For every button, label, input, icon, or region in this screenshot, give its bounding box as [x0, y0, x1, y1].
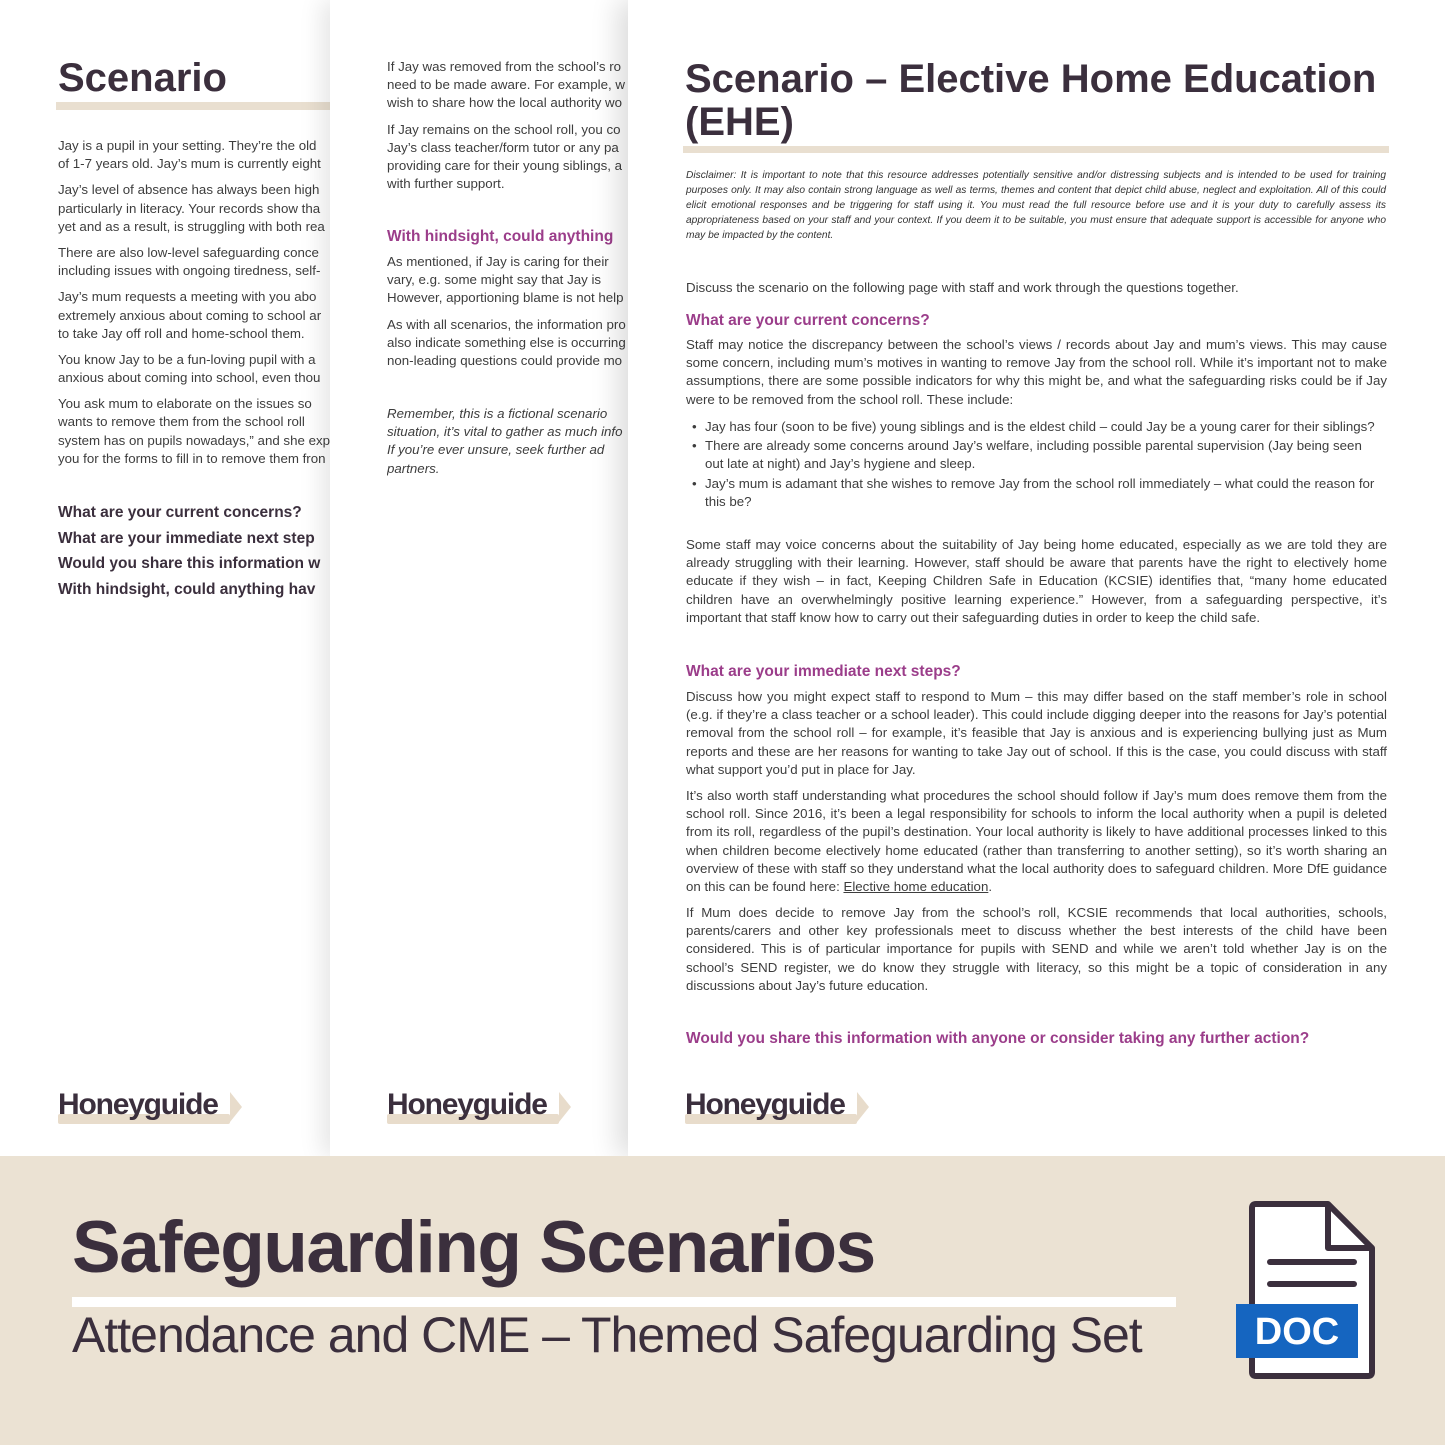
honeyguide-logo	[685, 1086, 875, 1128]
text-line: Jay’s mum requests a meeting with you abo	[58, 289, 317, 305]
logo-text: Honeyguide	[387, 1088, 547, 1121]
text-line: non-leading questions could provide mo	[387, 352, 623, 368]
elective-home-education-link[interactable]: Elective home education	[843, 879, 989, 895]
title-underline	[683, 146, 1389, 153]
concerns-list	[690, 418, 1390, 512]
concerns-paragraph-2: Some staff may voice concerns about the suitability of Jay being home educated, especially as we are told they are already struggling with their learning. However, staff should be aware that parents have the right to electively home educate if they wish – in fact, Keeping Children Safe in Education (KCSIE) identifies that, “many home educated children have an overwhelmingly positive learning experience.” However, from a safeguarding perspective, it’s important that staff know how to carry out their safeguarding duties in order to keep the child safe.	[686, 537, 1387, 625]
text-line: providing care for their young siblings, a	[387, 157, 623, 173]
text-line: need to be made aware. For example, w	[387, 77, 625, 93]
procedures-paragraph: It’s also worth staff understanding what procedures the school should follow if Jay’s mum does remove them from the school roll. Since 2016, it’s been a legal responsibility for schools to inform the local authority when a pupil is deleted from its roll, regardless of the pupil’s destination. Your local authority is likely to have additional processes linked to this when children become electively home educated (rather than transferring to another setting), so it’s worth sharing an overview of these with staff so they understand what the local authority does to safeguard children. More DfE guidance on this can be found here: Elective home education.	[686, 788, 1387, 895]
list-item: • Jay’s mum is adamant that she wishes to remove Jay from the school roll immediately – what could the reason for this be?	[690, 475, 1380, 511]
text-line: yet and as a result, is struggling with both rea	[58, 218, 325, 234]
section-heading-next-steps: What are your immediate next steps?	[686, 663, 961, 680]
text-line: There are also low-level safeguarding conce	[58, 244, 319, 260]
product-banner	[0, 1156, 1445, 1445]
text-line: wish to share how the local authority wo	[387, 95, 623, 111]
disclaimer-text: It is important to note that this resource addresses potentially sensitive and/or distressing subjects and is intended to be used for training purposes only. It may also contain strong language as well as terms, themes and content that depict child abuse, neglect and exploitation. All of this could elicit emotional responses and be triggering for staff using it. You must read the full resource before use and it is your duty to carefully assess its appropriateness based on your staff and your context. If you deem it to be suitable, you must ensure that adequate support is accessible for anyone who may be impacted by the content.	[686, 170, 1386, 241]
section-heading-share: Would you share this information with anyone or consider taking any further action?	[686, 1030, 1310, 1047]
next-steps-paragraph: Discuss how you might expect staff to respond to Mum – this may differ based on the staff member’s role in school (e.g. if they’re a class teacher or a school leader). This could include digging deeper into the reasons for Jay’s potential removal from the school roll – for example, it’s feasible that Jay is anxious and is experiencing bullying just as Mum reports and these are her reasons for wanting to take Jay out of school. If this is the case, you could discuss with staff what support you’d put in place for Jay.	[686, 689, 1387, 777]
text-line: Jay is a pupil in your setting. They’re the old	[58, 138, 317, 153]
text-line: also indicate something else is occurring	[387, 334, 626, 350]
text-line: partners.	[387, 460, 440, 476]
text-line: extremely anxious about coming to school ar	[58, 307, 322, 323]
text-line: including issues with ongoing tiredness, self-	[58, 263, 321, 279]
text-line: If Jay remains on the school roll, you co	[387, 121, 621, 137]
banner-title: Safeguarding Scenarios	[72, 1207, 875, 1288]
list-item: • There are already some concerns around Jay’s welfare, including possible parental supervision (Jay being seen out late at night) and Jay’s hygiene and sleep.	[690, 437, 1380, 473]
page-title: Scenario	[58, 56, 227, 100]
honeyguide-logo	[58, 1086, 248, 1128]
logo-text: Honeyguide	[685, 1088, 845, 1121]
question-heading: With hindsight, could anything hav	[58, 581, 316, 598]
page-title: Scenario – Elective Home Education (EHE)	[685, 57, 1377, 144]
text-line: If Jay was removed from the school’s ro	[387, 59, 622, 74]
question-heading: Would you share this information w	[58, 555, 321, 572]
doc-file-icon	[1236, 1200, 1378, 1382]
procedures-text: It’s also worth staff understanding what procedures the school should follow if Jay’s mum does remove them from the school roll. Since 2016, it’s been a legal responsibility for schools to inform the local authority when a pupil is deleted from its roll, regardless of the pupil’s destination. Your local authority is likely to have additional processes linked to this when children become electively home educated (rather than transferring to another setting), so it’s worth sharing an overview of these with staff so they understand what the local authority does to safeguard children. More DfE guidance on this can be found here:	[686, 788, 1387, 895]
text-line: As with all scenarios, the information pro	[387, 316, 626, 332]
list-item: • Jay has four (soon to be five) young siblings and is the eldest child – could Jay be a young carer for their siblings?	[690, 418, 1380, 436]
answer-text	[387, 58, 628, 193]
text-line: you for the forms to fill in to remove them fron	[58, 450, 326, 466]
concerns-paragraph: Staff may notice the discrepancy between the school’s views / records about Jay and mum’s views. This may cause some concern, including mum’s motives in wanting to remove Jay from the school roll. While it’s important not to make assumptions, there are some possible indicators for why this might be, and what the safeguarding risks could be if Jay were to be removed from the school roll. These include:	[686, 337, 1387, 407]
text-line: to take Jay off roll and home-school them.	[58, 325, 305, 341]
text-line: You ask mum to elaborate on the issues so	[58, 396, 312, 412]
text-line: Jay’s level of absence has always been high	[58, 182, 320, 198]
logo-text: Honeyguide	[58, 1088, 218, 1121]
text-line: vary, e.g. some might say that Jay is	[387, 272, 602, 288]
intro-text: Discuss the scenario on the following page with staff and work through the questions together.	[686, 280, 1239, 295]
text-line: situation, it’s vital to gather as much info	[387, 424, 623, 440]
disclaimer	[686, 168, 1386, 243]
hindsight-text	[387, 253, 628, 370]
section-heading-concerns: What are your current concerns?	[686, 312, 930, 329]
text-line: Remember, this is a fictional scenario	[387, 406, 608, 421]
kcsie-paragraph: If Mum does decide to remove Jay from the school’s roll, KCSIE recommends that local authorities, schools, parents/carers and other key professionals meet to discuss whether the best interests of the child have been considered. This is of particular importance for pupils with SEND and while we aren’t told whether Jay is on the school’s SEND register, we do know they struggle with literacy, so this might be a topic of consideration in any discussions about Jay’s future education.	[686, 905, 1387, 993]
text-line: As mentioned, if Jay is caring for their	[387, 254, 609, 269]
text-line: You know Jay to be a fun-loving pupil with a	[58, 351, 316, 367]
text-line: system has on pupils nowadays,” and she exp	[58, 432, 330, 448]
honeyguide-logo	[387, 1086, 577, 1128]
text-line: particularly in literacy. Your records show tha	[58, 200, 321, 216]
text-line: wants to remove them from the school roll	[58, 414, 305, 430]
banner-subtitle: Attendance and CME – Themed Safeguarding Set	[72, 1307, 1142, 1363]
text-line: If you’re ever unsure, seek further ad	[387, 442, 605, 458]
question-heading: What are your current concerns?	[58, 504, 302, 521]
section-heading: With hindsight, could anything	[387, 228, 614, 245]
document-page-ehe	[628, 0, 1445, 1156]
doc-label: DOC	[1254, 1311, 1340, 1353]
text-line: with further support.	[387, 176, 505, 192]
disclaimer-label: Disclaimer:	[686, 170, 737, 181]
text-line: of 1-7 years old. Jay’s mum is currently eight	[58, 156, 321, 172]
remember-note	[387, 405, 628, 478]
document-page-scenario	[0, 0, 330, 1156]
scenario-text	[58, 137, 330, 468]
text-line: However, apportioning blame is not help	[387, 290, 624, 306]
text-line: Jay’s class teacher/form tutor or any pa	[387, 139, 619, 155]
document-page-answers	[330, 0, 628, 1156]
text-line: anxious about coming into school, even thou	[58, 370, 321, 386]
title-underline	[56, 102, 330, 110]
question-heading: What are your immediate next step	[58, 530, 315, 547]
